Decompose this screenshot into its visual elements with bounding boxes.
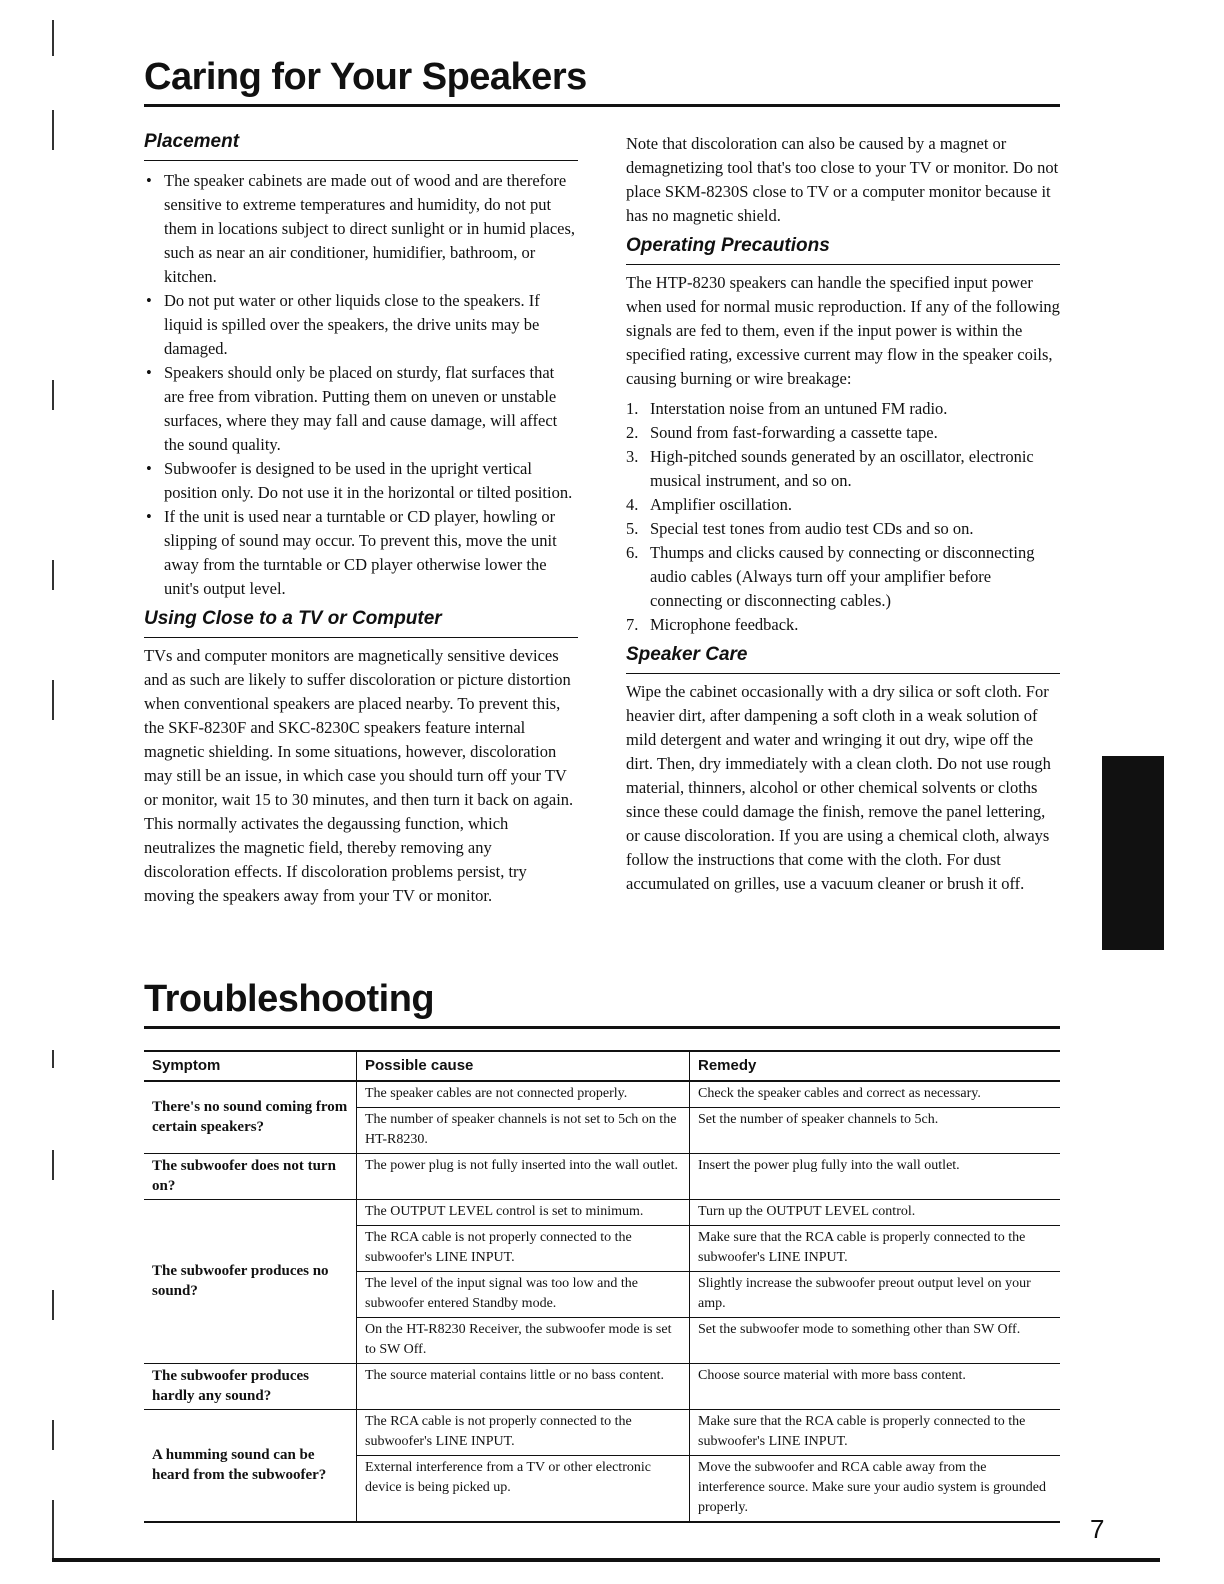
operating-item bbox=[626, 517, 1060, 541]
operating-item bbox=[626, 493, 1060, 517]
remedy-cell: Make sure that the RCA cable is properly connected to the subwoofer's LINE INPUT. bbox=[690, 1410, 1061, 1456]
table-row bbox=[144, 1364, 1060, 1410]
section-tab bbox=[1102, 756, 1164, 950]
symptom-cell: The subwoofer produces no sound? bbox=[144, 1200, 357, 1364]
item-number: 2. bbox=[626, 423, 639, 442]
operating-item bbox=[626, 445, 1060, 493]
right-column bbox=[626, 130, 1060, 902]
tv-paragraph: TVs and computer monitors are magnetically sensitive devices and as such are likely to suffer discoloration or picture distortion when conventional speakers are placed nearby. To prevent this, the SKF-8230F and SKC-8230C speakers feature internal magnetic shielding. In some situations, however, discoloration may still be an issue, in which case you should turn off your TV or monitor, wait 15 to 30 minutes, and then turn it back on again. This normally activates the degaussing function, which neutralizes the magnetic field, thereby removing any discoloration effects. If discoloration problems persist, try moving the speakers away from your TV or monitor. bbox=[144, 646, 574, 905]
binder-line bbox=[52, 1500, 54, 1558]
table-row bbox=[144, 1081, 1060, 1108]
cause-cell: The number of speaker channels is not set to 5ch on the HT-R8230. bbox=[357, 1108, 690, 1154]
troubleshooting-title: Troubleshooting bbox=[144, 978, 435, 1020]
placement-heading: Placement bbox=[144, 130, 578, 161]
operating-heading: Operating Precautions bbox=[626, 234, 1060, 265]
placement-bullet: • The speaker cabinets are made out of wood and are therefore sensitive to extreme temperatures and humidity, do not put them in locations subject to direct sunlight or in humid places, such as near an air conditioner, humidifier, bathroom, or kitchen. bbox=[144, 169, 578, 289]
symptom-cell: The subwoofer produces hardly any sound? bbox=[144, 1364, 357, 1410]
table-header-row bbox=[144, 1051, 1060, 1081]
placement-bullet: • Subwoofer is designed to be used in the upright vertical position only. Do not use it in the horizontal or tilted position. bbox=[144, 457, 578, 505]
remedy-cell: Choose source material with more bass content. bbox=[690, 1364, 1061, 1410]
placement-list bbox=[144, 169, 578, 601]
placement-bullet: • Do not put water or other liquids close to the speakers. If liquid is spilled over the speakers, the drive units may be damaged. bbox=[144, 289, 578, 361]
page-title: Caring for Your Speakers bbox=[144, 56, 587, 98]
table-row bbox=[144, 1154, 1060, 1200]
remedy-cell: Make sure that the RCA cable is properly connected to the subwoofer's LINE INPUT. bbox=[690, 1226, 1061, 1272]
item-text: Sound from fast-forwarding a cassette tape. bbox=[650, 423, 938, 442]
header-remedy: Remedy bbox=[690, 1051, 1061, 1081]
operating-item bbox=[626, 397, 1060, 421]
header-symptom: Symptom bbox=[144, 1051, 357, 1081]
operating-item bbox=[626, 541, 1060, 613]
item-text: Microphone feedback. bbox=[650, 615, 799, 634]
binder-line bbox=[52, 1050, 54, 1068]
cause-cell: External interference from a TV or other electronic device is being picked up. bbox=[357, 1456, 690, 1523]
title-rule bbox=[144, 1026, 1060, 1029]
operating-item bbox=[626, 421, 1060, 445]
remedy-cell: Move the subwoofer and RCA cable away from the interference source. Make sure your audio system is grounded properly. bbox=[690, 1456, 1061, 1523]
tv-heading: Using Close to a TV or Computer bbox=[144, 607, 578, 638]
item-number: 3. bbox=[626, 447, 639, 466]
header-cause: Possible cause bbox=[357, 1051, 690, 1081]
binder-line bbox=[52, 20, 54, 56]
symptom-cell: A humming sound can be heard from the subwoofer? bbox=[144, 1410, 357, 1523]
care-paragraph: Wipe the cabinet occasionally with a dry silica or soft cloth. For heavier dirt, after dampening a soft cloth in a weak solution of mild detergent and water and wringing it out dry, wipe off the dirt. Then, dry immediately with a clean cloth. Do not use rough material, thinners, alcohol or other chemical solvents or cloths since these could damage the finish, remove the panel lettering, or cause discoloration. If you are using a chemical cloth, always follow the instructions that come with the cloth. For dust accumulated on grilles, use a vacuum cleaner or brush it off. bbox=[626, 682, 1051, 893]
item-number: 5. bbox=[626, 519, 639, 538]
care-heading: Speaker Care bbox=[626, 643, 1060, 674]
page-number: 7 bbox=[1090, 1514, 1105, 1544]
item-text: Thumps and clicks caused by connecting or disconnecting audio cables (Always turn off your amplifier before connecting or disconnecting cables.) bbox=[650, 543, 1035, 610]
item-text: Special test tones from audio test CDs and so on. bbox=[650, 519, 974, 538]
note-paragraph: Note that discoloration can also be caused by a magnet or demagnetizing tool that's too close to your TV or monitor. Do not place SKM-8230S close to TV or a computer monitor because it has no magnetic shield. bbox=[626, 134, 1059, 225]
title-rule bbox=[144, 104, 1060, 107]
item-number: 7. bbox=[626, 615, 639, 634]
binder-line bbox=[52, 1150, 54, 1180]
remedy-cell: Insert the power plug fully into the wall outlet. bbox=[690, 1154, 1061, 1200]
binder-line bbox=[52, 1290, 54, 1320]
remedy-cell: Set the number of speaker channels to 5ch. bbox=[690, 1108, 1061, 1154]
cause-cell: The power plug is not fully inserted into the wall outlet. bbox=[357, 1154, 690, 1200]
item-number: 4. bbox=[626, 495, 639, 514]
item-number: 6. bbox=[626, 543, 639, 562]
operating-list bbox=[626, 397, 1060, 637]
symptom-cell: The subwoofer does not turn on? bbox=[144, 1154, 357, 1200]
operating-intro: The HTP-8230 speakers can handle the specified input power when used for normal music reproduction. If any of the following signals are fed to them, even if the input power is within the specified rating, excessive current may flow in the speaker coils, causing burning or wire breakage: bbox=[626, 273, 1060, 388]
item-text: High-pitched sounds generated by an oscillator, electronic musical instrument, and so on. bbox=[650, 447, 1034, 490]
cause-cell: The speaker cables are not connected properly. bbox=[357, 1081, 690, 1108]
binder-line bbox=[52, 560, 54, 590]
remedy-cell: Set the subwoofer mode to something other than SW Off. bbox=[690, 1318, 1061, 1364]
remedy-cell: Turn up the OUTPUT LEVEL control. bbox=[690, 1200, 1061, 1226]
remedy-cell: Check the speaker cables and correct as necessary. bbox=[690, 1081, 1061, 1108]
cause-cell: The level of the input signal was too low and the subwoofer entered Standby mode. bbox=[357, 1272, 690, 1318]
cause-cell: The RCA cable is not properly connected to the subwoofer's LINE INPUT. bbox=[357, 1226, 690, 1272]
binder-line bbox=[52, 380, 54, 410]
symptom-cell: There's no sound coming from certain speakers? bbox=[144, 1081, 357, 1154]
binder-line bbox=[52, 680, 54, 720]
table-row bbox=[144, 1200, 1060, 1226]
item-number: 1. bbox=[626, 399, 639, 418]
cause-cell: The RCA cable is not properly connected to the subwoofer's LINE INPUT. bbox=[357, 1410, 690, 1456]
operating-item bbox=[626, 613, 1060, 637]
binder-line bbox=[52, 110, 54, 150]
placement-bullet: • If the unit is used near a turntable or CD player, howling or slipping of sound may occur. To prevent this, move the unit away from the turntable or CD player otherwise lower the unit's output level. bbox=[144, 505, 578, 601]
bottom-rule bbox=[52, 1558, 1160, 1562]
binder-line bbox=[52, 1420, 54, 1450]
troubleshooting-table bbox=[144, 1050, 1060, 1523]
table-row bbox=[144, 1410, 1060, 1456]
cause-cell: The OUTPUT LEVEL control is set to minimum. bbox=[357, 1200, 690, 1226]
remedy-cell: Slightly increase the subwoofer preout output level on your amp. bbox=[690, 1272, 1061, 1318]
item-text: Amplifier oscillation. bbox=[650, 495, 793, 514]
cause-cell: The source material contains little or no bass content. bbox=[357, 1364, 690, 1410]
placement-bullet: • Speakers should only be placed on sturdy, flat surfaces that are free from vibration. Putting them on uneven or unstable surfaces, where they may fall and cause damage, will affect the sound quality. bbox=[144, 361, 578, 457]
left-column bbox=[144, 130, 578, 914]
item-text: Interstation noise from an untuned FM radio. bbox=[650, 399, 948, 418]
cause-cell: On the HT-R8230 Receiver, the subwoofer mode is set to SW Off. bbox=[357, 1318, 690, 1364]
